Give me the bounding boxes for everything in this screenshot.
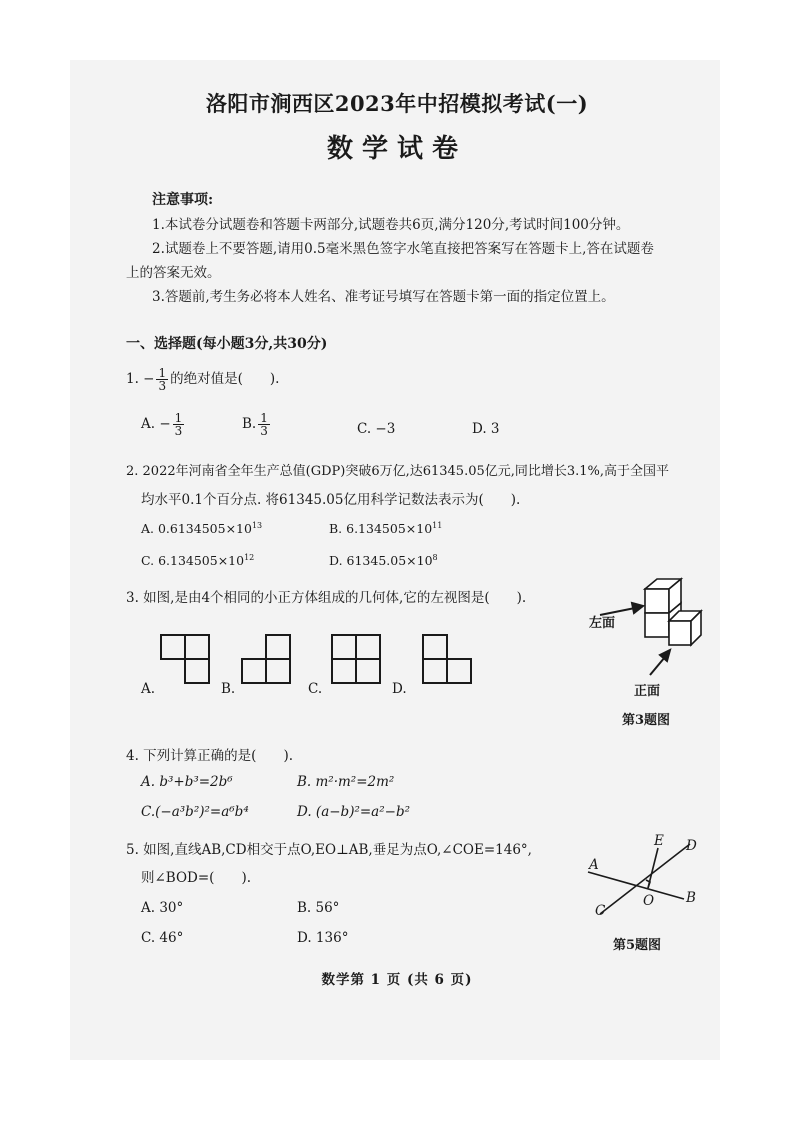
q1-fraction [156, 367, 168, 392]
q5-label-a: A [589, 857, 599, 873]
section-1-heading: 一、选择题(每小题3分,共30分) [126, 336, 328, 352]
question-5-line-2: 则∠BOD=( ). [141, 870, 252, 886]
q5-option-b: B. 56° [297, 900, 340, 916]
q3-option-c-label: C. [308, 681, 323, 697]
q3-option-b-figure [242, 635, 290, 683]
q4-option-c: C.(−a³b²)²=a⁶b⁴ [141, 804, 249, 820]
q4-option-d: D. (a−b)²=a²−b² [297, 804, 411, 820]
q5-option-c: C. 46° [141, 930, 184, 946]
q2-option-a [141, 521, 262, 536]
q5-label-c: C [595, 903, 606, 919]
q1-option-b-label: B. [242, 416, 257, 432]
q3-arrow-front [650, 650, 670, 675]
q1-prefix: 1. − [126, 371, 155, 387]
question-5-line-1: 5. 如图,直线AB,CD相交于点O,EO⊥AB,垂足为点O,∠COE=146°, [126, 842, 532, 858]
q2-option-c [141, 553, 254, 568]
question-4: 4. 下列计算正确的是( ). [126, 748, 293, 764]
q3-option-d-label: D. [392, 681, 407, 697]
q5-caption: 第5题图 [613, 938, 662, 953]
q3-option-a-label: A. [141, 681, 156, 697]
q2-option-d [329, 553, 438, 568]
q1-option-d: D. 3 [472, 421, 500, 437]
q3-option-d-figure [423, 635, 471, 683]
q2-option-c-exp: 12 [244, 553, 255, 562]
q3-caption: 第3题图 [622, 713, 671, 728]
question-2-line-1: 2. 2022年河南省全年生产总值(GDP)突破6万亿,达61345.05亿元,同比增长3.1%,高于全国平 [126, 464, 670, 479]
notice-item-2: 2.试题卷上不要答题,请用0.5毫米黑色签字水笔直接把答案写在答题卡上,答在试题卷 [152, 241, 654, 257]
exam-title: 洛阳市涧西区2023年中招模拟考试(一) [205, 91, 589, 116]
q1-option-a [141, 412, 186, 437]
q1-option-a-den: 3 [174, 424, 183, 438]
q5-label-d: D [686, 838, 697, 854]
q1-suffix: 的绝对值是( ). [170, 371, 280, 387]
q2-option-d-base: D. 61345.05×10 [329, 553, 433, 569]
q1-fraction-den: 3 [158, 379, 167, 393]
q3-front-label: 正面 [634, 684, 661, 699]
q1-option-a-label: A. − [141, 416, 171, 432]
q1-option-c: C. −3 [357, 421, 396, 437]
question-2-line-2: 均水平0.1个百分点. 将61345.05亿用科学记数法表示为( ). [141, 492, 521, 508]
q3-left-label: 左面 [589, 616, 616, 631]
q1-option-a-num: 1 [174, 411, 183, 425]
q1-option-b-den: 3 [260, 424, 268, 438]
q1-option-b-fraction [258, 412, 270, 437]
q2-option-a-exp: 13 [251, 521, 263, 530]
q2-option-c-base: C. 6.134505×10 [141, 553, 245, 569]
question-1 [126, 367, 279, 392]
q1-option-a-fraction [173, 412, 185, 437]
q1-fraction-num: 1 [158, 366, 167, 380]
page-footer: 数学第 1 页 (共 6 页) [321, 972, 473, 988]
q2-option-b [329, 521, 442, 536]
q4-option-a: A. b³+b³=2b⁶ [141, 774, 233, 790]
question-3: 3. 如图,是由4个相同的小正方体组成的几何体,它的左视图是( ). [126, 590, 527, 606]
q5-label-b: B [686, 890, 696, 906]
q2-option-d-exp: 8 [432, 553, 438, 562]
notice-item-3: 3.答题前,考生务必将本人姓名、准考证号填写在答题卡第一面的指定位置上。 [152, 289, 615, 305]
q2-option-b-base: B. 6.134505×10 [329, 521, 433, 537]
q2-option-a-base: A. 0.6134505×10 [141, 521, 252, 537]
q3-option-a-figure [161, 635, 209, 683]
exam-subtitle: 数学试卷 [326, 134, 467, 164]
q5-label-o: O [643, 893, 655, 909]
q5-option-a: A. 30° [141, 900, 184, 916]
q1-option-b [242, 412, 272, 437]
notice-item-1: 1.本试卷分试题卷和答题卡两部分,试题卷共6页,满分120分,考试时间100分钟。 [152, 217, 630, 233]
notice-item-2-cont: 上的答案无效。 [126, 265, 221, 281]
q3-option-b-label: B. [221, 681, 236, 697]
q2-option-b-exp: 11 [432, 521, 443, 530]
q4-option-b: B. m²·m²=2m² [297, 774, 395, 790]
q1-option-b-num: 1 [260, 411, 268, 425]
q3-option-c-figure [332, 635, 380, 683]
notice-heading: 注意事项: [152, 192, 214, 208]
q5-option-d: D. 136° [297, 930, 349, 946]
q5-label-e: E [654, 833, 664, 849]
